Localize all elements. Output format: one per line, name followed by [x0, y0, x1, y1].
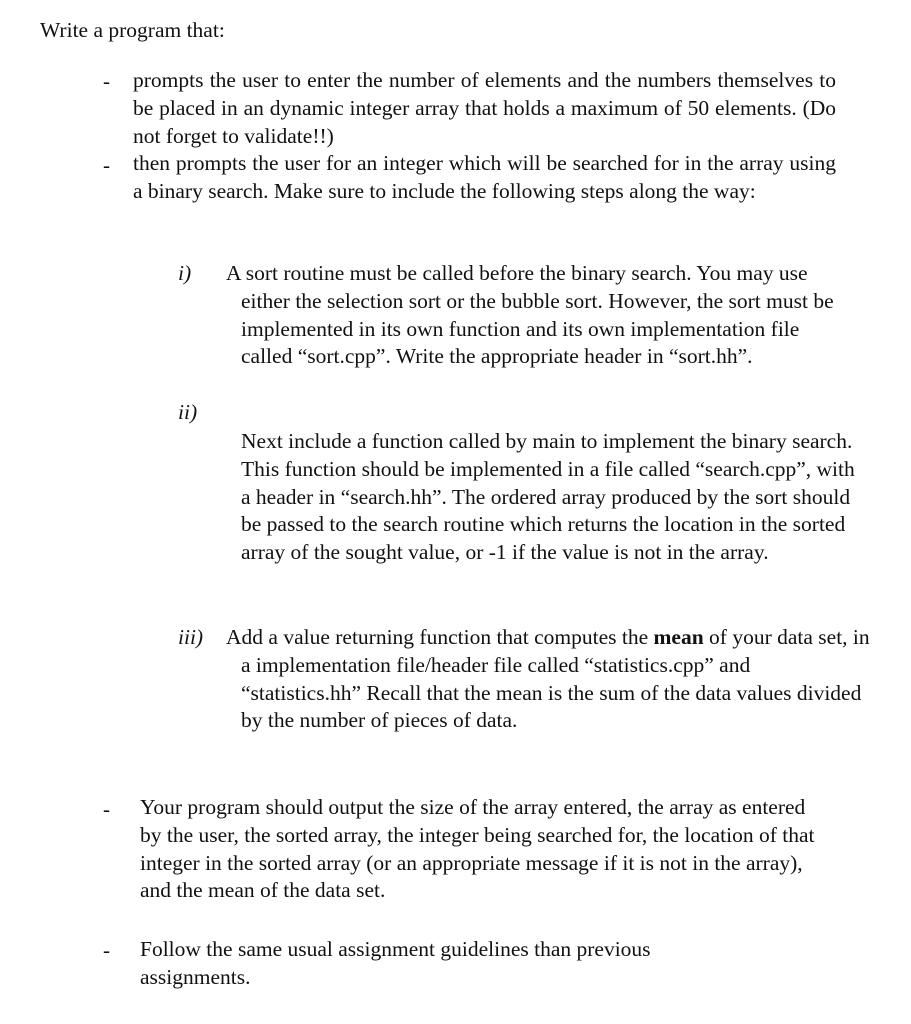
step-marker-i: i) — [178, 261, 192, 285]
step-text-search: Next include a function called by main to implement the binary search. This function should be implemented in a file called “search.cpp”, with a header in “search.hh”. The ordered array produced by the sort should be passed to the search routine which returns the location in the sorted array of the sought value, or -1 if the value is not in the array. — [241, 429, 855, 565]
bullet-text-output: Your program should output the size of the array entered, the array as entered by the user, the sorted array, the integer being searched for, the location of that integer in the sorted array (or an appropriate message if it is not in the array), and the mean of the data set. — [140, 795, 815, 903]
bullet-dash: - — [103, 797, 110, 821]
bullet-dash: - — [103, 69, 110, 93]
bullet-dash: - — [103, 153, 110, 177]
step-text-mean: Add a value returning function that computes the mean of your data set, in a implementation file/header file called “statistics.cpp” and “statistics.hh” Recall that the mean is the sum of the data values divided by the number of pieces of data. — [226, 625, 870, 733]
intro-text: Write a program that: — [40, 18, 225, 42]
step-marker-iii: iii) — [178, 625, 204, 649]
bullet-dash: - — [103, 938, 110, 962]
bullet-text-guidelines: Follow the same usual assignment guidelines than previous assignments. — [140, 937, 651, 989]
mean-emphasis: mean — [653, 625, 704, 649]
step-marker-ii: ii) — [178, 400, 198, 424]
step-text-sort: A sort routine must be called before the binary search. You may use either the selection sort or the bubble sort. However, the sort must be implemented in its own function and its own implementation file called “sort.cpp”. Write the appropriate header in “sort.hh”. — [226, 261, 834, 369]
bullet-text-prompt-elements: prompts the user to enter the number of elements and the numbers themselves to be placed in an dynamic integer array that holds a maximum of 50 elements. (Do not forget to validate!!) — [133, 68, 836, 148]
bullet-text-binary-search: then prompts the user for an integer which will be searched for in the array using a binary search. Make sure to include the following steps along the way: — [133, 151, 836, 203]
